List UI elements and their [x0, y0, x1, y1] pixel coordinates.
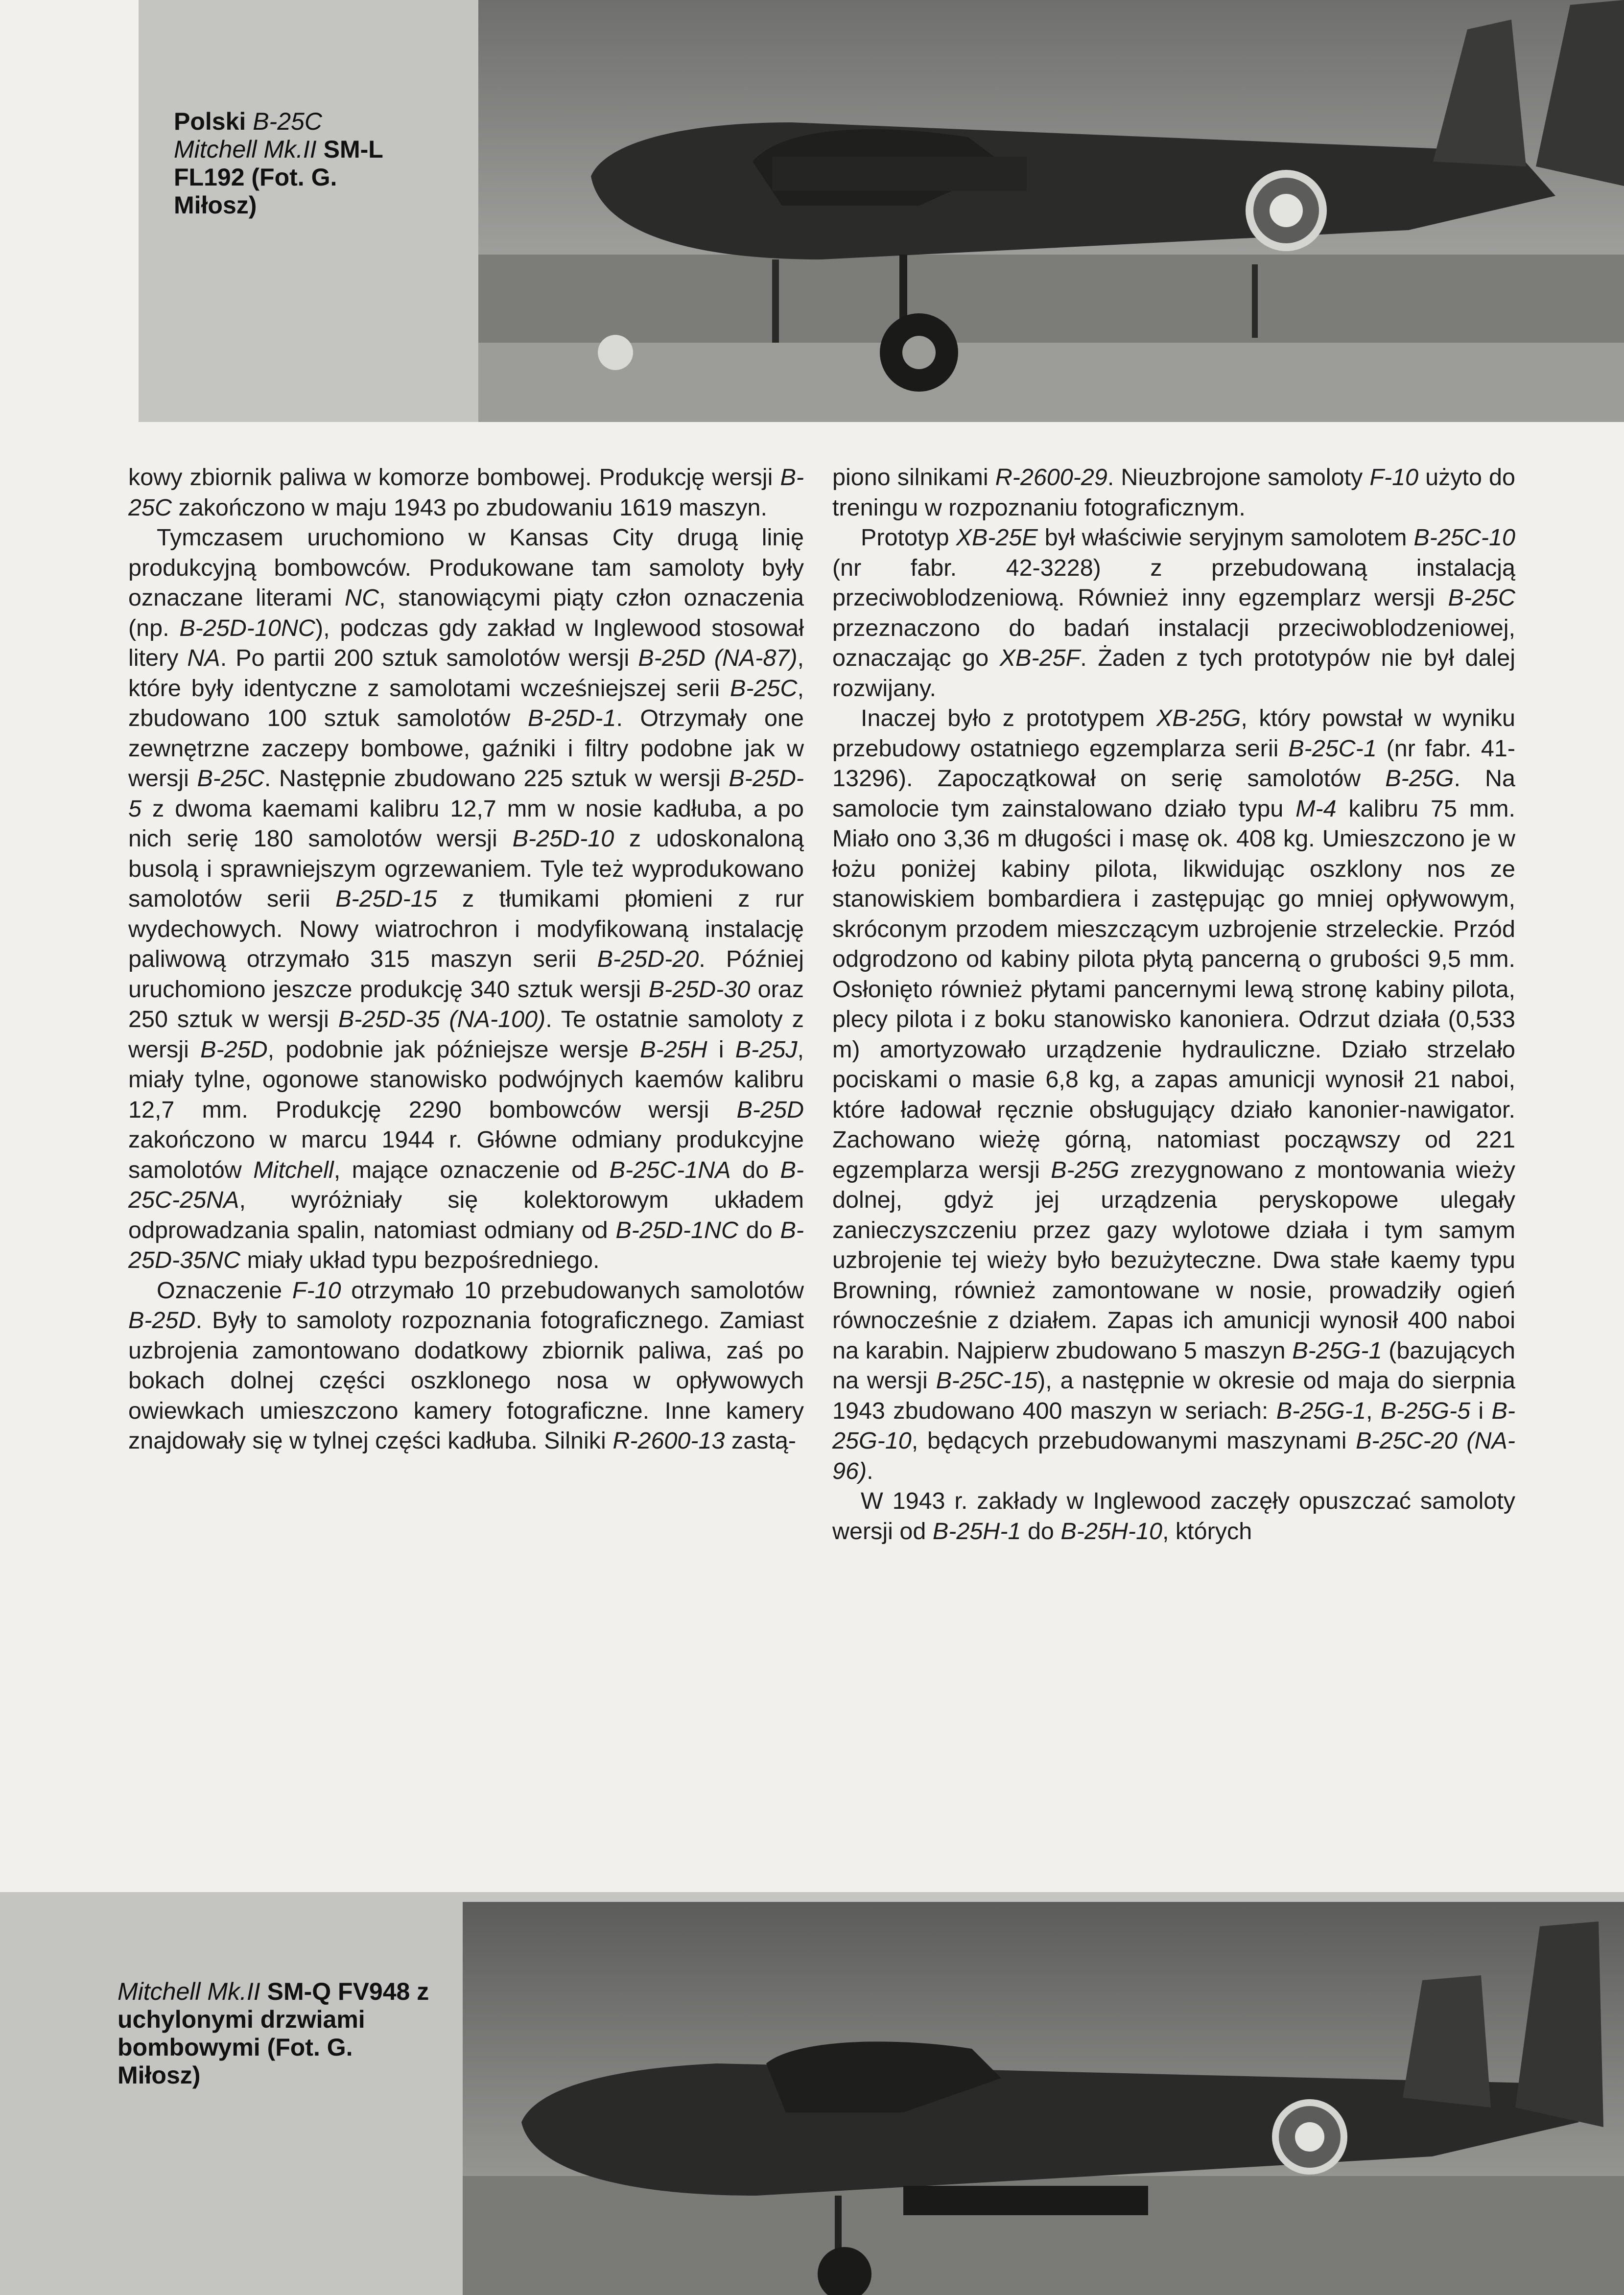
designation-text: NC [345, 585, 379, 611]
designation-text: B-25G-1 [1276, 1397, 1366, 1424]
article-left-column [128, 463, 804, 1456]
body-text: i [1470, 1397, 1492, 1424]
body-text: do [730, 1156, 780, 1183]
right-paragraph-1 [832, 463, 1515, 523]
body-text: W 1943 r. zakłady w Inglewood zaczęły opuszczać samoloty wersji od [832, 1488, 1515, 1545]
body-text: (nr fabr. 42-3228) z przebudowaną instalacją przeciwoblodzeniową. Również inny egzemplarz wersji [832, 554, 1515, 611]
designation-text: B-25G-1 [1292, 1337, 1382, 1364]
designation-text: F-10 [292, 1277, 341, 1304]
right-paragraph-2 [832, 523, 1515, 703]
designation-text: XB-25G [1156, 705, 1241, 731]
body-text: (nr fabr. 41-13296). Zapoczątkował on serię samolotów [832, 735, 1516, 792]
body-text: . Po partii 200 sztuk samolotów wersji [220, 645, 638, 671]
body-text: , podobnie jak późniejsze wersje [267, 1036, 640, 1063]
body-text: do [738, 1217, 780, 1243]
right-paragraph-4 [832, 1486, 1515, 1546]
body-text: otrzymało 10 przebudowanych samolotów [341, 1277, 804, 1304]
body-text: przeznaczono do badań instalacji przeciwoblodzeniowej, oznaczając go [832, 614, 1515, 671]
designation-text: B-25D-35 (NA-100) [338, 1006, 546, 1032]
body-text: zakończono w marcu 1944 r. Główne odmiany produkcyjne samolotów [128, 1126, 804, 1183]
designation-text: B-25D-35NC [128, 1217, 804, 1273]
body-text: zastą- [725, 1428, 797, 1454]
body-text: . Były to samoloty rozpoznania fotograficznego. Zamiast uzbrojenia zamontowano dodatkowy zbiornik paliwa, zaś po bokach dolnej części oszklonego nosa w opływowych owiewkach umieszczono kamery fotograficzne. Inne kamery znajdowały się w tylnej części kadłuba. Silniki [128, 1307, 804, 1454]
body-text: z udoskonaloną busolą i sprawniejszym ogrzewaniem. Tyle też wyprodukowano samolotów serii [128, 825, 804, 912]
designation-text: M-4 [1295, 795, 1337, 822]
designation-text: B-25C-20 (NA-96) [832, 1428, 1515, 1484]
body-text: . Nieuzbrojone samoloty [1107, 464, 1370, 491]
body-text: . Otrzymały one zewnętrzne zaczepy bombowe, gaźniki i filtry podobne jak w wersji [128, 705, 804, 792]
designation-text: B-25D-15 [335, 886, 437, 912]
designation-text: B-25C-1 [1288, 735, 1377, 762]
body-text: zakończono w maju 1943 po zbudowaniu 1619 maszyn. [171, 494, 767, 521]
body-text: do [1021, 1518, 1061, 1545]
designation-text: XB-25F [999, 645, 1081, 671]
designation-text: Mitchell [253, 1156, 334, 1183]
body-text: użyto do treningu w rozpoznaniu fotograficznym. [832, 464, 1515, 521]
designation-text: B-25D-30 [648, 976, 751, 1003]
designation-text: B-25C [1448, 585, 1515, 611]
designation-text: R-2600-29 [995, 464, 1107, 491]
body-text: . Następnie zbudowano 225 sztuk w wersji [264, 765, 729, 792]
body-text: z dwoma kaemami kalibru 12,7 mm w nosie kadłuba, a po nich serię 180 samolotów wersji [128, 795, 804, 852]
left-paragraph-2 [128, 523, 804, 1276]
body-text: Prototyp [861, 524, 956, 551]
left-paragraph-3 [128, 1276, 804, 1456]
body-text: . Na samolocie tym zainstalowano działo typu [832, 765, 1516, 822]
body-text: . Te ostatnie samoloty z wersji [128, 1006, 804, 1063]
body-text: ), podczas gdy zakład w Inglewood stosował litery [128, 614, 804, 671]
b25-mitchell-photo-bottom [463, 1902, 1624, 2295]
designation-text: B-25J [735, 1036, 798, 1063]
body-text: miały układ typu bezpośredniego. [240, 1247, 600, 1273]
body-text: , [1366, 1397, 1381, 1424]
body-text: , miały tylne, ogonowe stanowisko podwójnych kaemów kalibru 12,7 mm. Produkcję 2290 bombowców wersji [128, 1036, 804, 1123]
body-text: . Żaden z tych prototypów nie był dalej rozwijany. [832, 645, 1515, 702]
designation-text: B-25D-10 [512, 825, 614, 852]
body-text: , które były identyczne z samolotami wcześniejszej serii [128, 645, 804, 702]
body-text: , których [1162, 1518, 1252, 1545]
designation-text: B-25C-25NA [128, 1156, 804, 1213]
body-text: był właściwie seryjnym samolotem [1037, 524, 1414, 551]
designation-text: B-25C-10 [1413, 524, 1515, 551]
designation-text: B-25D-10NC [179, 614, 315, 641]
body-text: kalibru 75 mm. Miało ono 3,36 m długości i masę ok. 408 kg. Umieszczono je w łożu poniżej kabiny pilota, likwidując oszklony nos ze stanowiskiem bombardiera i zastępując go mniej opływowym, skróconym przodem mieszczącym uzbrojenie strzeleckie. Przód odgrodzono od kabiny pilota płytą pancerną o grubości 9,5 mm. Osłonięto również płytami pancernymi lewą stronę kabiny pilota, plecy pilota i z boku stanowisko kanoniera. Odrzut działa (0,533 m) amortyzowało urządzenie hydrauliczne. Działo strzelało pociskami o masie 6,8 kg, a zapas amunicji wynosił 21 naboi, które ładował ręcznie obsługujący działo kanonier-nawigator. Zachowano wieżę górną, natomiast począwszy od 221 egzemplarza wersji [832, 795, 1515, 1183]
body-text: , który powstał w wyniku przebudowy ostatniego egzemplarza serii [832, 705, 1515, 762]
designation-text: R-2600-13 [612, 1428, 725, 1454]
designation-text: B-25C [128, 464, 804, 521]
designation-text: B-25D (NA-87) [638, 645, 798, 671]
body-text: Inaczej było z prototypem [861, 705, 1156, 731]
designation-text: NA [187, 645, 220, 671]
designation-text: B-25G-10 [832, 1397, 1516, 1454]
designation-text: B-25D-1NC [615, 1217, 739, 1243]
designation-text: B-25D-20 [597, 946, 699, 972]
designation-text: B-25C-1NA [609, 1156, 731, 1183]
designation-text: B-25D [736, 1096, 804, 1123]
body-text: , stanowiącymi piąty człon oznaczenia (np. [128, 585, 804, 641]
top-photo-caption: Polski B-25C Mitchell Mk.II SM-L FL192 (Fot. G. Miłosz) [174, 108, 383, 219]
body-text: Tymczasem uruchomiono w Kansas City drugą linię produkcyjną bombowców. Produkowane tam samoloty były oznaczane literami [128, 524, 804, 611]
body-text: , będących przebudowanymi maszynami [911, 1428, 1356, 1454]
designation-text: B-25G [1385, 765, 1454, 792]
designation-text: XB-25E [956, 524, 1038, 551]
designation-text: B-25D-1 [527, 705, 616, 731]
body-text: zrezygnowano z montowania wieży dolnej, gdyż jej urządzenia peryskopowe ulegały zanieczyszczeniu przez gazy wylotowe działa i tym samym uzbrojenie tej wieży było bezużyteczne. Dwa stałe kaemy typu Browning, również zamontowane w nosie, prowadziły ogień równocześnie z działem. Zapas ich amunicji wynosił 400 naboi na karabin. Najpierw zbudowano 5 maszyn [832, 1156, 1515, 1364]
designation-text: B-25D-5 [128, 765, 804, 822]
designation-text: B-25C-15 [936, 1367, 1038, 1394]
body-text: . [867, 1457, 873, 1484]
body-text: (bazujących na wersji [832, 1337, 1515, 1394]
body-text: ), a następnie w okresie od maja do sierpnia 1943 zbudowano 400 maszyn w seriach: [832, 1367, 1515, 1424]
body-text: piono silnikami [832, 464, 995, 491]
body-text: Oznaczenie [157, 1277, 292, 1304]
right-paragraph-3 [832, 703, 1515, 1486]
designation-text: B-25H-1 [932, 1518, 1021, 1545]
body-text: oraz 250 sztuk w wersji [128, 976, 804, 1032]
designation-text: B-25H-10 [1060, 1518, 1162, 1545]
body-text: i [707, 1036, 735, 1063]
designation-text: B-25G [1051, 1156, 1120, 1183]
body-text: z tłumikami płomieni z rur wydechowych. Nowy wiatrochron i modyfikowaną instalację paliwową otrzymało 315 maszyn serii [128, 886, 804, 972]
designation-text: B-25C [197, 765, 264, 792]
body-text: kowy zbiornik paliwa w komorze bombowej. Produkcję wersji [128, 464, 780, 491]
bottom-photo-caption: Mitchell Mk.II SM-Q FV948 z uchylonymi drzwiami bombowymi (Fot. G. Miłosz) [118, 1978, 429, 2089]
left-paragraph-1 [128, 463, 804, 523]
designation-text: B-25D [128, 1307, 196, 1334]
body-text: , zbudowano 100 sztuk samolotów [128, 675, 804, 731]
designation-text: B-25G-5 [1380, 1397, 1471, 1424]
designation-text: B-25D [200, 1036, 268, 1063]
body-text: , wyróżniały się kolektorowym układem odprowadzania spalin, natomiast odmiany od [128, 1187, 804, 1243]
designation-text: B-25H [640, 1036, 707, 1063]
body-text: , mające oznaczenie od [333, 1156, 610, 1183]
body-text: . Później uruchomiono jeszcze produkcję 340 sztuk wersji [128, 946, 804, 1003]
designation-text: B-25C [730, 675, 798, 702]
designation-text: F-10 [1369, 464, 1419, 491]
article-right-column [832, 463, 1515, 1546]
b25-mitchell-photo-top [478, 0, 1624, 422]
